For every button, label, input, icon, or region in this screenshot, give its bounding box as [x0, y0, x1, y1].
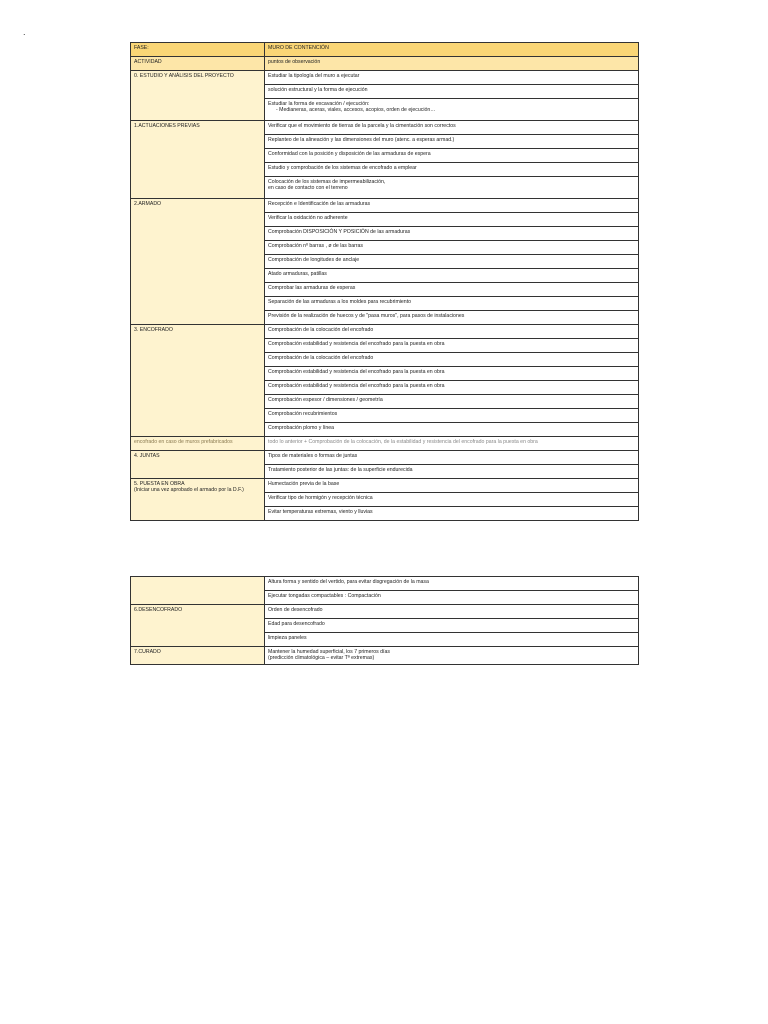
check-item: Previsión de la realización de huecos y de "pasa muros", para pasos de instalaciones — [265, 311, 639, 325]
inspection-table-continued — [130, 576, 639, 665]
phase-label: 4. JUNTAS — [131, 451, 265, 479]
check-item-subline: - Medianeras, aceras, viales, accesos, acopios, orden de ejecución… — [276, 107, 436, 114]
check-item: Comprobación estabilidad y resistencia del encofrado para la puesta en obra — [265, 367, 639, 381]
phase-label: 0. ESTUDIO Y ANÁLISIS DEL PROYECTO — [131, 71, 265, 121]
table-row — [131, 121, 639, 135]
check-item: todo lo anterior + Comprobación de la colocación, de la estabilidad y resistencia del encofrado para la puesta en obra — [265, 437, 639, 451]
table-row — [131, 647, 639, 665]
check-item: Comprobación de longitudes de anclaje — [265, 255, 639, 269]
fase-label: FASE: — [131, 43, 265, 57]
check-item: Humectación previa de la base — [265, 479, 639, 493]
check-item: limpieza paneles — [265, 633, 639, 647]
check-item: Tratamiento posterior de las juntas: de la superficie endurecida — [265, 465, 639, 479]
check-item: Estudio y comprobación de los sistemas de encofrado a emplear — [265, 163, 639, 177]
check-item: Verificar tipo de hormigón y recepción técnica — [265, 493, 639, 507]
stray-mark: . — [23, 27, 26, 37]
activity-value: puntos de observación — [265, 57, 639, 71]
phase-label — [131, 479, 265, 521]
check-item: Comprobar las armaduras de esperas — [265, 283, 639, 297]
check-item: Comprobación estabilidad y resistencia del encofrado para la puesta en obra — [265, 381, 639, 395]
check-item: solución estructural y la forma de ejecución — [265, 85, 639, 99]
check-item — [265, 99, 639, 121]
table-row-activity — [131, 57, 639, 71]
phase-title: 5. PUESTA EN OBRA — [134, 481, 185, 487]
check-item: Edad para desencofrado — [265, 619, 639, 633]
table-row — [131, 199, 639, 213]
check-item: Comprobación plomo y línea — [265, 423, 639, 437]
check-item: Evitar temperaturas extremas, viento y lluvias — [265, 507, 639, 521]
check-item: Comprobación recubrimientos — [265, 409, 639, 423]
check-item: Verificar la oxidación no adherente — [265, 213, 639, 227]
check-item-line: Colocación de los sistemas de impermeabilización, — [268, 179, 386, 185]
phase-label: encofrado en caso de muros prefabricados — [131, 437, 265, 451]
check-item-line: Mantener la humedad superficial, los 7 primeros días — [268, 649, 390, 655]
check-item-line: Estudiar la forma de excavación / ejecución: — [268, 101, 370, 107]
check-item-line: (predicción climatológica – evitar Tª extremas) — [268, 655, 375, 662]
check-item: Recepción e Identificación de las armaduras — [265, 199, 639, 213]
check-item: Comprobación DISPOSICIÓN Y POSICIÓN de las armaduras — [265, 227, 639, 241]
check-item: Comprobación nº barras , ø de las barras — [265, 241, 639, 255]
check-item-line: en caso de contacto con el terreno — [268, 185, 348, 192]
phase-label: 3. ENCOFRADO — [131, 325, 265, 437]
check-item: Comprobación estabilidad y resistencia del encofrado para la puesta en obra — [265, 339, 639, 353]
phase-label: 2.ARMADO — [131, 199, 265, 325]
check-item — [265, 647, 639, 665]
phase-label: 6.DESENCOFRADO — [131, 605, 265, 647]
check-item: Comprobación de la colocación del encofrado — [265, 325, 639, 339]
check-item: Separación de las armaduras a los moldes para recubrimiento — [265, 297, 639, 311]
fase-value: MURO DE CONTENCIÓN — [265, 43, 639, 57]
table-row — [131, 437, 639, 451]
check-item: Replanteo de la alineación y las dimensiones del muro (atenc. a esperas armad.) — [265, 135, 639, 149]
table-row — [131, 479, 639, 493]
check-item: Conformidad con la posición y disposición de las armaduras de espera — [265, 149, 639, 163]
phase-label: 1.ACTUACIONES PREVIAS — [131, 121, 265, 199]
check-item: Comprobación de la colocación del encofrado — [265, 353, 639, 367]
table-row — [131, 605, 639, 619]
check-item: Altura forma y sentido del vertido, para evitar disgregación de la masa — [265, 577, 639, 591]
check-item: Tipos de materiales o formas de juntas — [265, 451, 639, 465]
table-row — [131, 577, 639, 591]
check-item: Comprobación espesor / dimensiones / geometría — [265, 395, 639, 409]
check-item: Atado armaduras, patillas — [265, 269, 639, 283]
table-row-header — [131, 43, 639, 57]
table-row — [131, 451, 639, 465]
check-item — [265, 177, 639, 199]
phase-note: (Iniciar una vez aprobado el armado por la D.F.) — [134, 487, 244, 494]
check-item: Orden de desencofrado — [265, 605, 639, 619]
check-item: Verificar que el movimiento de tierras de la parcela y la cimentación son correctos — [265, 121, 639, 135]
inspection-table-main — [130, 42, 639, 521]
activity-label: ACTIVIDAD — [131, 57, 265, 71]
check-item: Ejecutar tongadas compactables : Compactación — [265, 591, 639, 605]
check-item: Estudiar la tipología del muro a ejecutar — [265, 71, 639, 85]
phase-label: 7.CURADO — [131, 647, 265, 665]
table-row — [131, 325, 639, 339]
phase-label — [131, 577, 265, 605]
table-row — [131, 71, 639, 85]
